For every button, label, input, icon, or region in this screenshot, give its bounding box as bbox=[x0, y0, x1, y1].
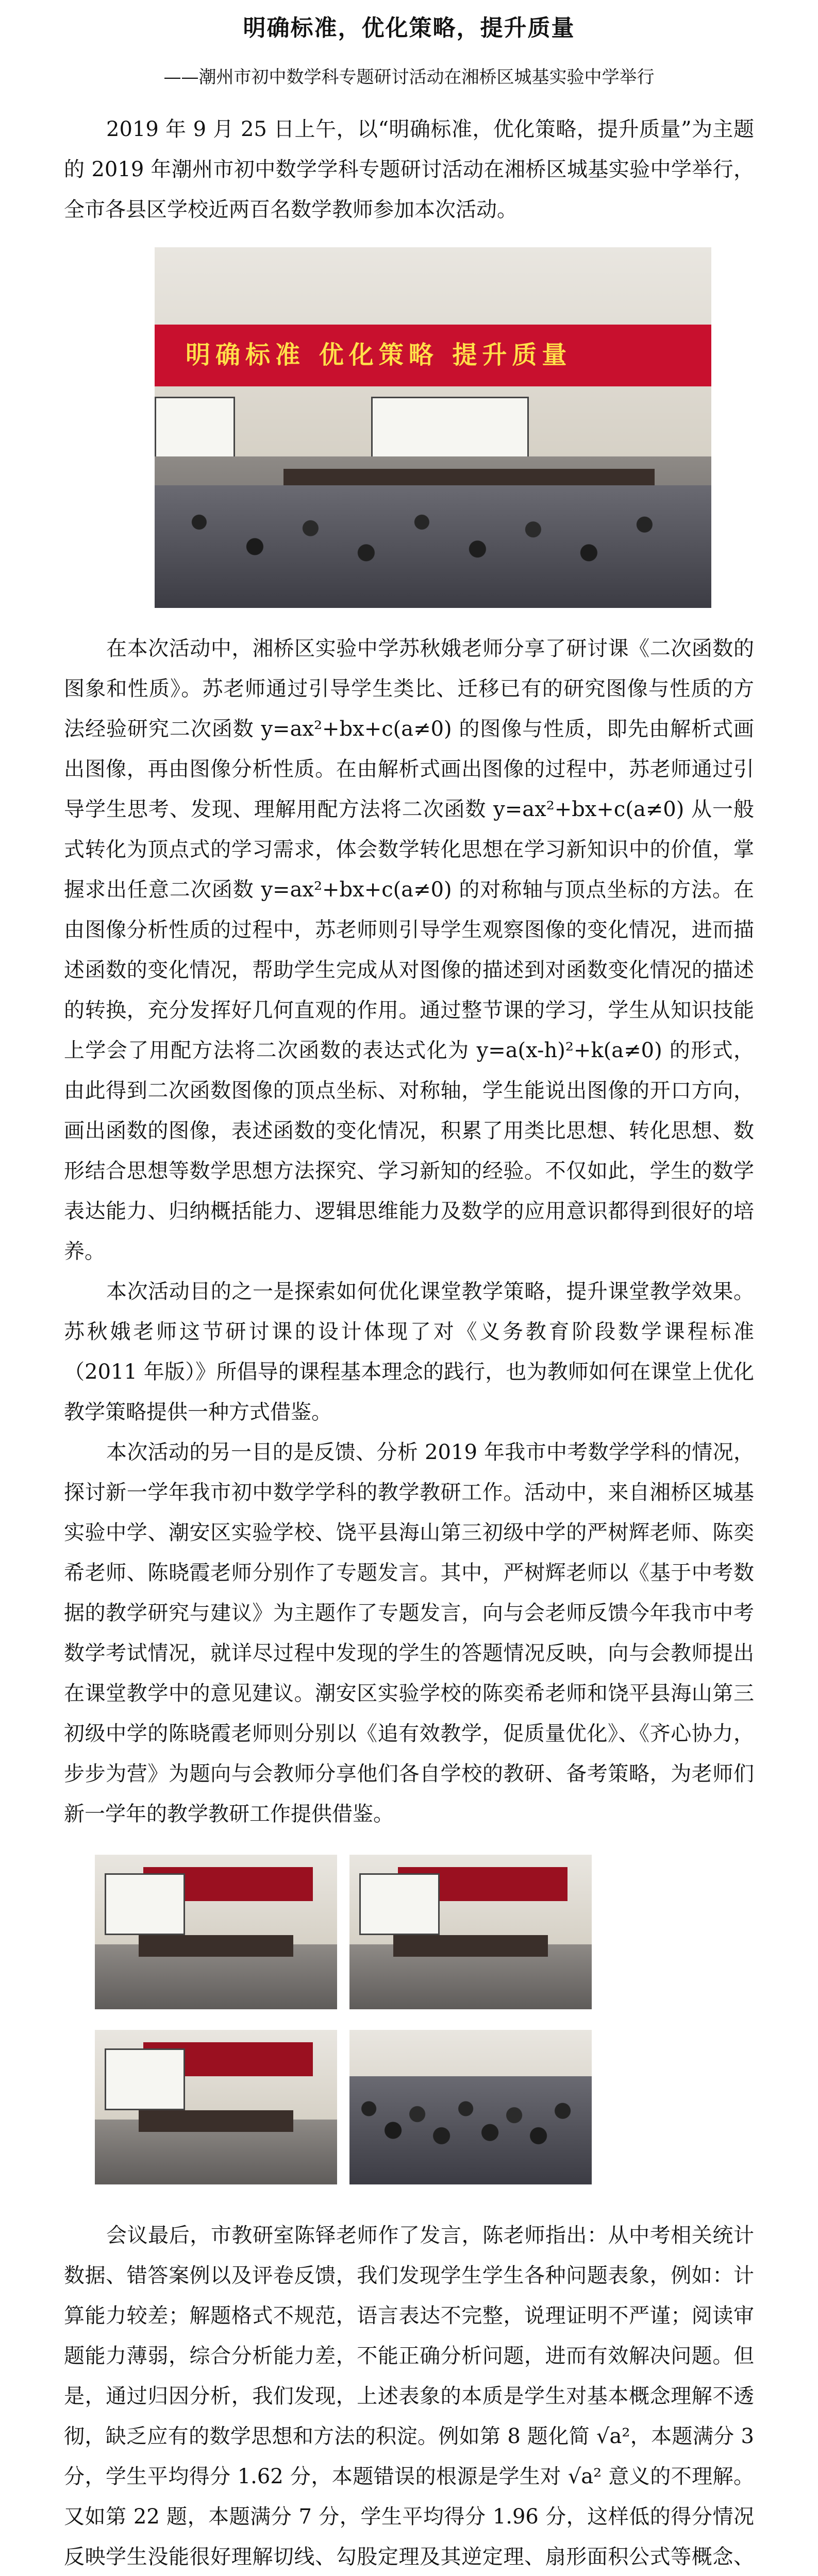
paragraph-exam-analysis: 本次活动的另一目的是反馈、分析 2019 年我市中考数学学科的情况，探讨新一学年我市初中数学学科的教学教研工作。活动中，来自湘桥区城基实验中学、潮安区实验学校、饶平县海山第三初级中学的严树辉老师、陈奕希老师、陈晓霞老师分别作了专题发言。其中，严树辉老师以《基于中考数据的教学研究与建议》为主题作了专题发言，向与会老师反馈今年我市中考数学考试情况，就详尽过程中发现的学生的答题情况反映，向与会教师提出在课堂教学中的意见建议。潮安区实验学校的陈奕希老师和饶平县海山第三初级中学的陈晓霞老师则分别以《追有效教学，促质量优化》、《齐心协力，步步为营》为题向与会教师分享他们各自学校的教研、备考策略，为老师们新一学年的教学教研工作提供借鉴。 bbox=[64, 1440, 754, 1826]
speaker-photo-2 bbox=[349, 1855, 592, 2009]
photo-desk bbox=[139, 2110, 294, 2132]
paragraph-conclusion: 会议最后，市教研室陈铎老师作了发言，陈老师指出：从中考相关统计数据、错答案例以及评卷反馈，我们发现学生学生各种问题表象，例如：计算能力较差；解题格式不规范，语言表达不完整，说理证明不严谨；阅读审题能力薄弱，综合分析能力差，不能正确分析问题，进而有效解决问题。但是，通过归因分析，我们发现，上述表象的本质是学生对基本概念理解不透彻，缺乏应有的数学思想和方法的积淀。例如第 8 题化简 √a²，本题满分 3 分，学生平均得分 1.62 分，本题错误的根源是学生对 √a² 意义的不理解。又如第 22 题，本题满分 7 分，学生平均得分 1.96 分，这样低的得分情况反映学生没能很好理解切线、勾股定理及其逆定理、扇形面积公式等概念、 bbox=[64, 2224, 754, 2569]
photo-screen bbox=[105, 1873, 185, 1935]
photo-desk bbox=[139, 1935, 294, 1957]
paragraph-lesson: 在本次活动中，湘桥区实验中学苏秋娥老师分享了研讨课《二次函数的图象和性质》。苏老师通过引导学生类比、迁移已有的研究图像与性质的方法经验研究二次函数 y=ax²+bx+c(a≠0) 的图像与性质，即先由解析式画出图像，再由图像分析性质。在由解析式画出图像的过程中，苏老师通过引导学生思考、发现、理解用配方法将二次函数 y=ax²+bx+c(a≠0) 从一般式转化为顶点式的学习需求，体会数学转化思想在学习新知识中的价值，掌握求出任意二次函数 y=ax²+bx+c(a≠0) 的对称轴与顶点坐标的方法。在由图像分析性质的过程中，苏老师则引导学生观察图像的变化情况，进而描述函数的变化情况，帮助学生完成从对图像的描述到对函数变化情况的描述的转换，充分发挥好几何直观的作用。通过整节课的学习，学生从知识技能上学会了用配方法将二次函数的表达式化为 y=a(x-h)²+k(a≠0) 的形式，由此得到二次函数图像的顶点坐标、对称轴，学生能说出图像的开口方向，画出函数的图像，表述函数的变化情况，积累了用类比思想、转化思想、数形结合思想等数学思想方法探究、学习新知的经验。不仅如此，学生的数学表达能力、归纳概括能力、逻辑思维能力及数学的应用意识都得到很好的培养。 bbox=[64, 637, 754, 1263]
photo-screen bbox=[359, 1873, 440, 1935]
photo-audience bbox=[349, 2076, 592, 2184]
paragraph-intro: 2019 年 9 月 25 日上午，以“明确标准，优化策略，提升质量”为主题的 2019 年潮州市初中数学学科专题研讨活动在湘桥区城基实验中学举行，全市各县区学校近两百名数学教师参加本次活动。 bbox=[64, 117, 754, 222]
photo-grid bbox=[95, 1855, 592, 2184]
speaker-photo-3 bbox=[95, 2030, 337, 2184]
speaker-photo-1 bbox=[95, 1855, 337, 2009]
hero-meeting-photo bbox=[155, 247, 711, 608]
photo-desk bbox=[393, 1935, 548, 1957]
photo-audience bbox=[155, 485, 711, 608]
photo-screen bbox=[105, 2048, 185, 2110]
photo-banner-text: 明确标准 优化策略 提升质量 bbox=[186, 341, 572, 369]
page-title: 明确标准，优化策略，提升质量 bbox=[243, 15, 575, 41]
audience-photo bbox=[349, 2030, 592, 2184]
page-subtitle: ——潮州市初中数学科专题研讨活动在湘桥区城基实验中学举行 bbox=[163, 67, 655, 88]
paragraph-strategy: 本次活动目的之一是探索如何优化课堂教学策略，提升课堂教学效果。苏秋娥老师这节研讨课的设计体现了对《义务教育阶段数学课程标准（2011 年版）》所倡导的课程基本理念的践行，也为教师如何在课堂上优化教学策略提供一种方式借鉴。 bbox=[64, 1280, 754, 1424]
